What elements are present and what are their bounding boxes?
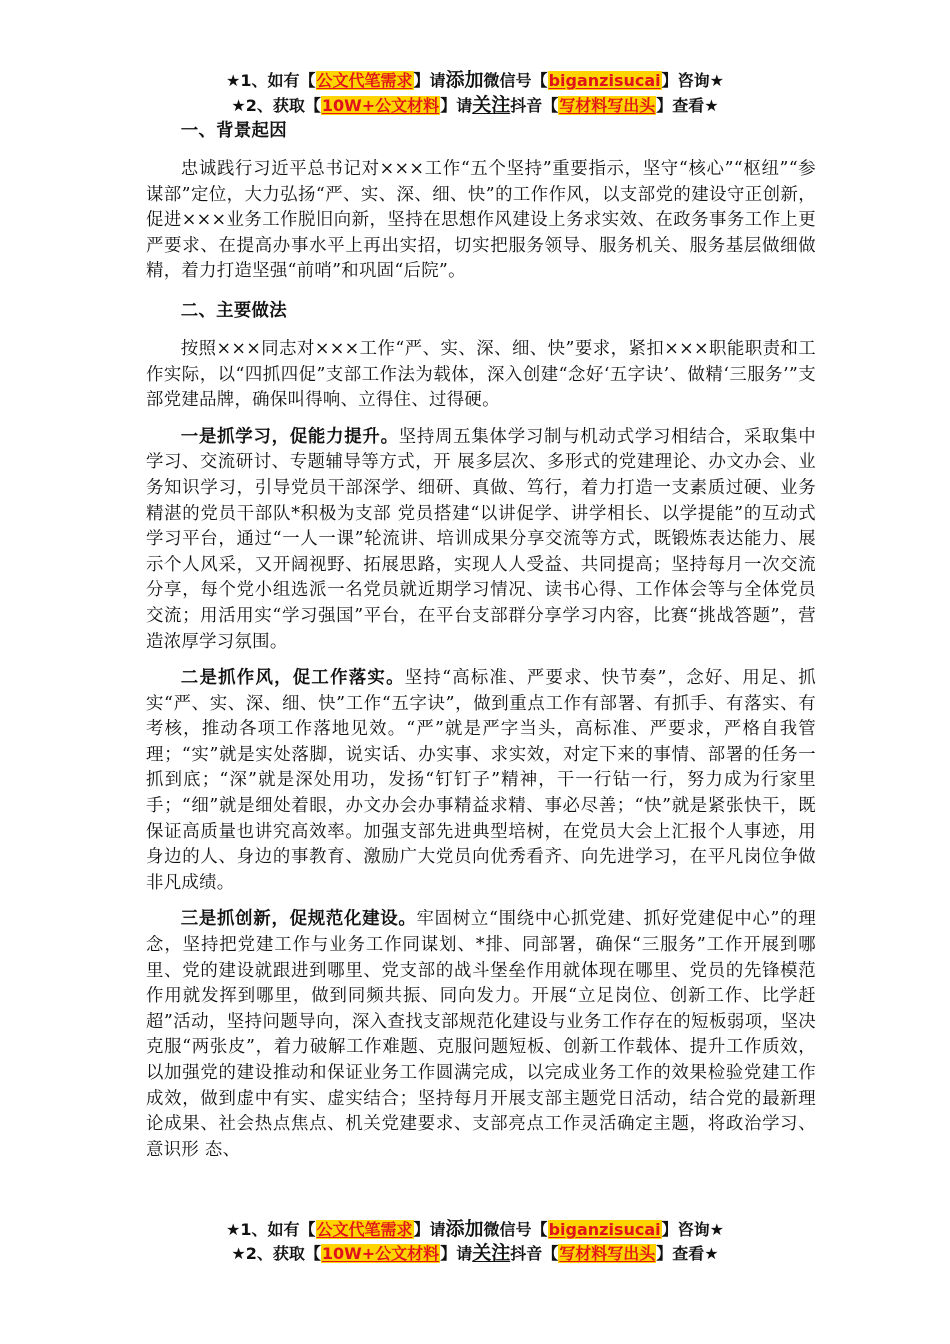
section-heading: 一、背景起因 xyxy=(180,121,287,141)
banner-text: ★2、获取【 xyxy=(231,1244,321,1263)
banner-highlight: 10W+公文材料 xyxy=(321,1244,440,1263)
top-banner-line-1 xyxy=(0,69,950,92)
bottom-banner-line-2 xyxy=(0,1242,950,1265)
banner-text: 】查看★ xyxy=(656,96,719,115)
banner-text: 】请 xyxy=(440,1244,473,1263)
document-body xyxy=(146,116,816,1163)
banner-text: 抖音【 xyxy=(510,96,559,115)
paragraph: 按照×××同志对×××工作“严、实、深、细、快”要求，紧扣×××职能职责和工作实际，以“四抓四促”支部工作法为载体，深入创建“念好‘五字诀’、做精‘三服务’”支 部党建品牌，确保叫得响、立得住、过得硬。 xyxy=(146,338,816,411)
paragraph-text: 坚持“高标准、严要求、快节奏”，念好、用足、抓实“严、实、深、细、快”工作“五字诀”，做到重点工作有部署、有抓手、有落实、有考核，推动各项工作落地见效。“严”就是严字当头，高标准、严要求，严格自我管理；“实”就是实处落脚，说实话、办实事、求实效，对定下来的事情、部署的任务一抓到底；“深”就是深处用功，发扬“钉钉子”精神，干一行钻一行，努力成为行家里手；“细”就是细处着眼，办文办会办事精益求精、事必尽善；“快”就是紧张快干，既保证高质量也讲究高效率。加强支部先进典型培树，在党员大会上汇报个人事迹，用身边的人、身边的事教育、激励广大党员向优秀看齐、向先进学习，在平凡岗位争做非凡成绩。 xyxy=(146,668,816,893)
bottom-banner-line-1 xyxy=(0,1216,950,1241)
banner-douyin-id: 写材料写出头 xyxy=(559,96,656,115)
paragraph xyxy=(146,666,816,896)
paragraph xyxy=(146,907,816,1163)
banner-text: ★1、如有【 xyxy=(226,71,316,90)
banner-text: 】咨询★ xyxy=(661,71,724,90)
banner-text: ★2、获取【 xyxy=(231,96,321,115)
banner-text: 抖音【 xyxy=(510,1244,559,1263)
banner-emphasis: 关注 xyxy=(472,1242,511,1264)
banner-highlight: 公文代笔需求 xyxy=(316,1220,413,1239)
banner-highlight: 公文代笔需求 xyxy=(316,71,413,90)
paragraph-text: 牢固树立“围绕中心抓党建、抓好党建促中心”的理念，坚持把党建工作与业务工作同谋划、*排、同部署，确保“三服务”工作开展到哪里、党的建设就跟进到哪里、党支部的战斗堡垒作用就体现在哪里、党员的先锋模范作用就发挥到哪里，做到同频共振、同向发力。开展“立足岗位、创新工作、比学赶超”活动，坚持问题导向，深入查找支部规范化建设与业务工作存在的短板弱项，坚决克服“两张皮”，着力破解工作难题、克服问题短板、创新工作载体、提升工作质效，以加强党的建设推动和保证业务工作圆满完成，以完成业务工作的效果检验党建工作成效，做到虚中有实、虚实结合；坚持每月开展支部主题党日活动，结合党的最新理论成果、社会热点焦点、机关党建要求、支部亮点工作灵活确定主题，将政治学习、意识形 态、 xyxy=(146,909,817,1160)
banner-highlight: 10W+公文材料 xyxy=(321,96,440,115)
banner-wechat-id: biganzisucai xyxy=(548,1220,661,1239)
banner-emphasis: 添加 xyxy=(445,69,484,91)
banner-text: 】请 xyxy=(440,96,473,115)
banner-text: 微信号【 xyxy=(483,1220,548,1239)
banner-text: 微信号【 xyxy=(483,71,548,90)
banner-text: 】咨询★ xyxy=(661,1220,724,1239)
banner-douyin-id: 写材料写出头 xyxy=(559,1244,656,1263)
paragraph xyxy=(146,425,816,655)
paragraph-lead: 三是抓创新，促规范化建设。 xyxy=(180,909,417,930)
section-heading: 二、主要做法 xyxy=(180,300,287,321)
paragraph-text: 坚持周五集体学习制与机动式学习相结合，采取集中学习、交流研讨、专题辅导等方式，开 展多层次、多形式的党建理论、办文办会、业务知识学习，引导党员干部深学、细研、真做、笃行，着力打造一支素质过硬、业务精湛的党员干部队*积极为支部 党员搭建“以讲促学、讲学相长、以学提能”的互动式学习平台，通过“一人一课”轮流讲、培训成果分享交流等方式，既锻炼表达能力、展示个人风采，又开阔视野、拓展思路，实现人人受益、共同提高；坚持每月一次交流分享，每个党小组选派一名党员就近期学习情况、读书心得、工作体会等与全体党员交流；用活用实“学习强国”平台，在平台支部群分享学习内容，比赛“挑战答题”，营造浓厚学习氛围。 xyxy=(146,426,816,652)
banner-text: 】请 xyxy=(413,1220,446,1239)
paragraph-lead: 一是抓学习，促能力提升。 xyxy=(180,426,399,447)
banner-emphasis: 关注 xyxy=(472,94,511,116)
banner-wechat-id: biganzisucai xyxy=(548,71,661,90)
banner-text: 】请 xyxy=(413,71,446,90)
banner-emphasis: 添加 xyxy=(445,1218,484,1240)
banner-text: 】查看★ xyxy=(656,1244,719,1263)
banner-text: ★1、如有【 xyxy=(226,1220,316,1239)
paragraph: 忠诚践行习近平总书记对×××工作“五个坚持”重要指示，坚守“核心”“枢纽”“参谋部”定位，大力弘扬“严、实、深、细、快”的工作作风，以支部党的建设守正创新，促进×××业务工作脱旧向新，坚持在思想作风建设上务求实效、在政务事务工作上更严要求、在提高办事水平上再出实招，切实把服务领导、服务机关、服务基层做细做精，着力打造坚强“前哨”和巩固“后院”。 xyxy=(146,159,816,282)
paragraph-lead: 二是抓作风，促工作落实。 xyxy=(180,668,405,689)
top-banner-line-2 xyxy=(0,94,950,117)
